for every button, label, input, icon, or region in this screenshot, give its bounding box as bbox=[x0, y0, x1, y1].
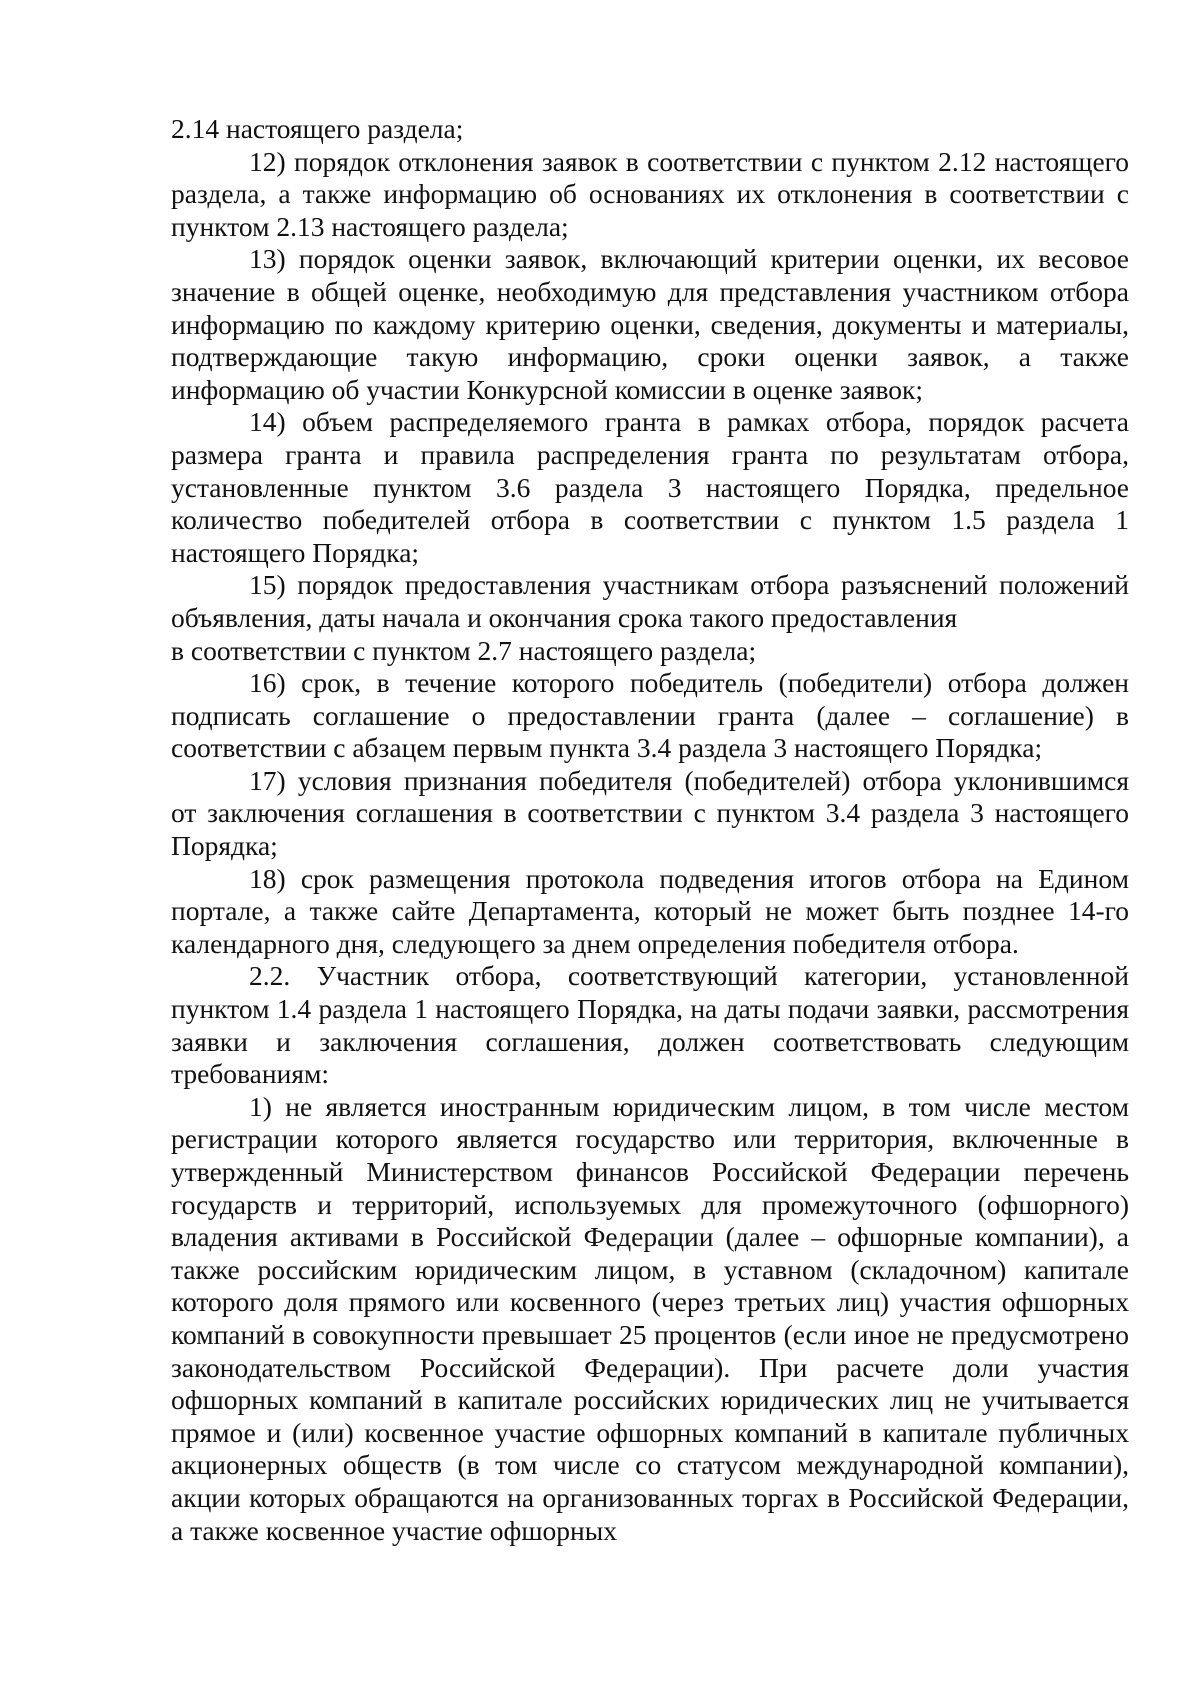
paragraph-section-2-2: 2.2. Участник отбора, соответствующий категории, установленной пунктом 1.4 раздела 1 настоящего Порядка, на даты подачи заявки, рассмотрения заявки и заключения соглашения, должен соответствовать следующим требованиям: bbox=[171, 960, 1129, 1090]
paragraph-requirement-1: 1) не является иностранным юридическим лицом, в том числе местом регистрации которого является государство или территория, включенные в утвержденный Министерством финансов Российской Федерации перечень государств и территорий, используемых для промежуточного (офшорного) владения активами в Российской Федерации (далее – офшорные компании), а также российским юридическим лицом, в уставном (складочном) капитале которого доля прямого или косвенного (через третьих лиц) участия офшорных компаний в совокупности превышает 25 процентов (если иное не предусмотрено законодательством Российской Федерации). При расчете доли участия офшорных компаний в капитале российских юридических лиц не учитывается прямое и (или) косвенное участие офшорных компаний в капитале публичных акционерных обществ (в том числе со статусом международной компании), акции которых обращаются на организованных торгах в Российской Федерации, а также косвенное участие офшорных bbox=[171, 1090, 1129, 1546]
paragraph-item-18: 18) срок размещения протокола подведения итогов отбора на Едином портале, а также сайте Департамента, который не может быть позднее 14-го календарного дня, следующего за днем определения победителя отбора. bbox=[171, 862, 1129, 959]
paragraph-item-17: 17) условия признания победителя (победителей) отбора уклонившимся от заключения соглашения в соответствии с пунктом 3.4 раздела 3 настоящего Порядка; bbox=[171, 764, 1129, 862]
paragraph-item-12: 12) порядок отклонения заявок в соответствии с пунктом 2.12 настоящего раздела, а также информацию об основаниях их отклонения в соответствии с пунктом 2.13 настоящего раздела; bbox=[171, 145, 1129, 242]
paragraph-item-15-continuation: в соответствии с пунктом 2.7 настоящего раздела; bbox=[171, 634, 757, 666]
paragraph-item-16: 16) срок, в течение которого победитель (победители) отбора должен подписать соглашение о предоставлении гранта (далее – соглашение) в соответствии с абзацем первым пункта 3.4 раздела 3 настоящего Порядка; bbox=[171, 667, 1129, 764]
paragraph-continuation: 2.14 настоящего раздела; bbox=[171, 113, 464, 144]
paragraph-item-13: 13) порядок оценки заявок, включающий критерии оценки, их весовое значение в общей оценке, необходимую для представления участником отбора информацию по каждому критерию оценки, сведения, документы и материалы, подтверждающие такую информацию, сроки оценки заявок, а также информацию об участии Конкурсной комиссии в оценке заявок; bbox=[171, 243, 1129, 405]
document-page bbox=[171, 113, 1129, 1547]
paragraph-item-15: 15) порядок предоставления участникам отбора разъяснений положений объявления, даты начала и окончания срока такого предоставления bbox=[171, 569, 1129, 633]
paragraph-item-14: 14) объем распределяемого гранта в рамках отбора, порядок расчета размера гранта и правила распределения гранта по результатам отбора, установленные пунктом 3.6 раздела 3 настоящего Порядка, предельное количество победителей отбора в соответствии с пунктом 1.5 раздела 1 настоящего Порядка; bbox=[171, 406, 1129, 568]
